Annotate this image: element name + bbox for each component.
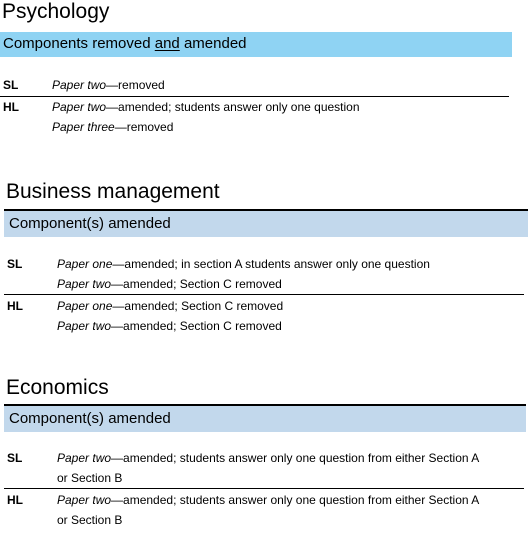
row-line: Paper three—removed [52,120,174,134]
row-line: Paper one—amended; Section C removed [57,299,284,313]
row-hl [4,296,528,336]
banner-text-before: Components removed [3,35,155,52]
row-sl [4,448,526,488]
level-label: SL [3,78,19,92]
section-economics [4,376,526,530]
level-label: SL [7,451,23,465]
row-line: Paper two—amended; students answer only one question [52,100,360,114]
row-sl [4,254,528,294]
row-line: Paper two—removed [52,78,165,92]
section-banner [0,32,512,57]
level-label: SL [7,257,23,271]
level-label: HL [7,299,23,313]
row-hl [0,97,512,137]
row-line: or Section B [57,471,123,485]
row-line: Paper two—amended; Section C removed [57,319,282,333]
section-banner [4,209,528,237]
banner-text: Component(s) amended [9,215,171,232]
row-divider [4,488,524,489]
banner-text-emphasis: and [154,35,180,52]
row-line: or Section B [57,513,123,527]
banner-text-after: amended [179,35,247,52]
row-line: Paper one—amended; in section A students answer only one question [57,257,430,271]
row-sl [0,75,512,95]
row-line: Paper two—amended; students answer only one question from either Section A [57,493,480,507]
section-business-management [4,180,528,336]
row-line: Paper two—amended; Section C removed [57,277,282,291]
section-title: Psychology [2,0,110,23]
section-title: Economics [6,376,109,399]
level-label: HL [3,100,19,114]
row-divider [4,294,524,295]
banner-text: Component(s) amended [9,410,171,427]
section-banner [4,404,526,432]
section-psychology [0,0,512,137]
level-label: HL [7,493,23,507]
row-hl [4,490,526,530]
section-title: Business management [6,180,220,203]
row-line: Paper two—amended; students answer only one question from either Section A [57,451,480,465]
